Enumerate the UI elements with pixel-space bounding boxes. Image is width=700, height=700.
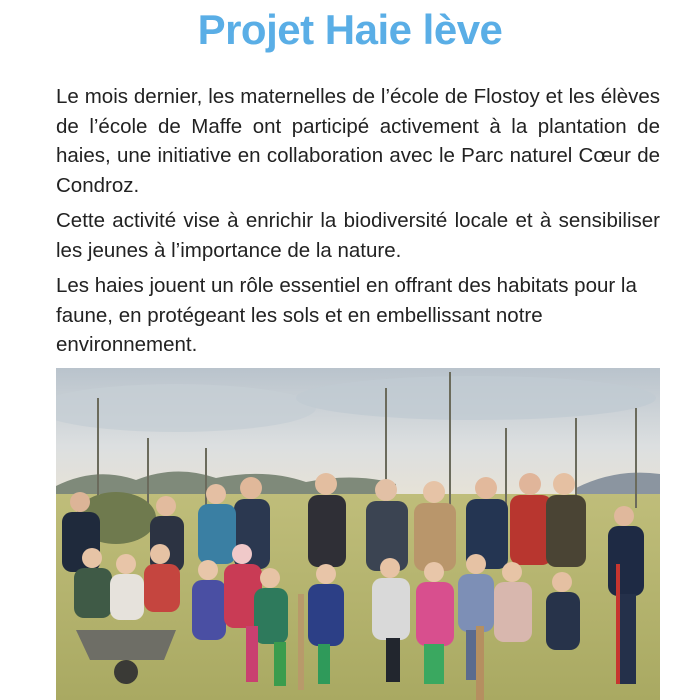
article-body	[56, 82, 660, 366]
article-title: Projet Haie lève	[197, 6, 503, 53]
wooden-stake	[298, 594, 304, 690]
group-photo-illustration	[56, 368, 660, 700]
paragraph-2: Cette activité vise à enrichir la biodiversité locale et à sensibiliser les jeunes à l’importance de la nature.	[56, 209, 660, 262]
paragraph-1: Le mois dernier, les maternelles de l’école de Flostoy et les élèves de l’école de Maffe ont participé activement à la plantation de haies, une initiative en collaboration avec le Parc naturel Cœur de Condroz.	[56, 85, 660, 197]
group-photo	[56, 368, 660, 700]
spade-handle	[616, 564, 620, 684]
wooden-stake	[476, 626, 484, 700]
paragraph-3: Les haies jouent un rôle essentiel en offrant des habitats pour la faune, en protégeant les sols et en embellissant notre environnement.	[56, 274, 637, 356]
cloud	[296, 376, 656, 420]
